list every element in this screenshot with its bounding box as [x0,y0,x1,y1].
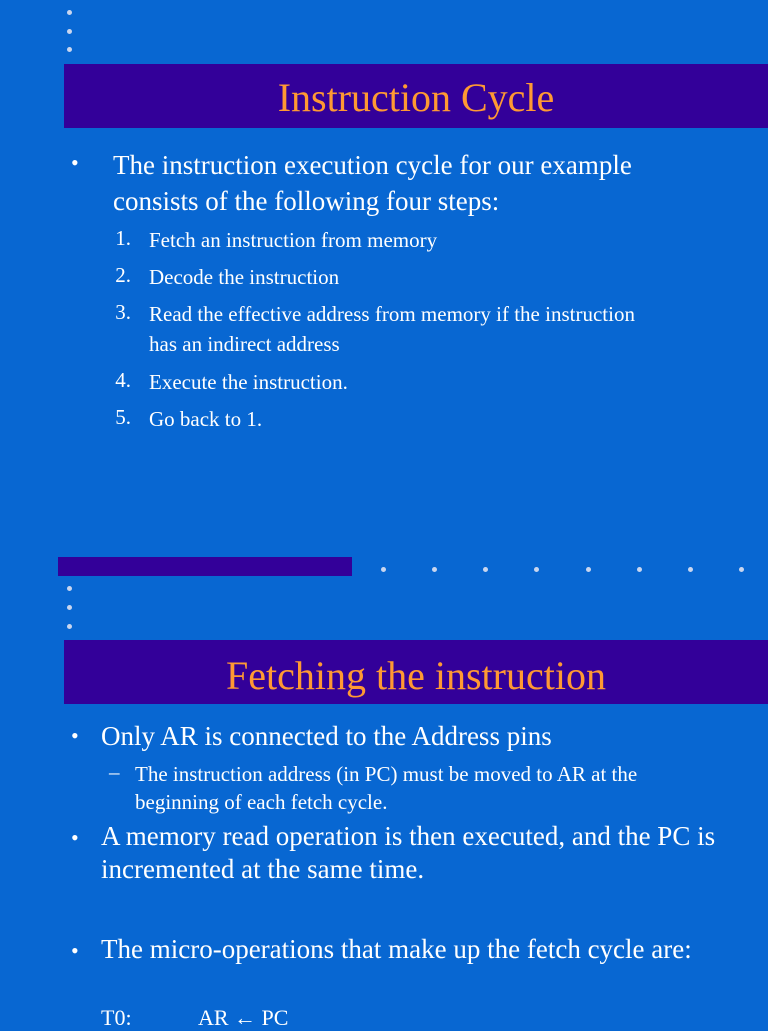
slide-divider-bar [58,557,352,576]
decor-dot [739,567,744,572]
slide2-bullet-text: A memory read operation is then executed, and the PC is incremented at the same time. [101,821,716,884]
step-number: 4. [115,368,131,392]
step-number: 5. [115,405,131,429]
decor-dot [688,567,693,572]
decor-dot [67,29,72,34]
decor-dot [586,567,591,572]
decor-dot [67,47,72,52]
slide2-sub-bullet-text: The instruction address (in PC) must be moved to AR at the beginning of each fetch cycle. [135,762,638,814]
step-text: Decode the instruction [149,265,340,289]
bullet-icon: • [71,938,79,963]
step-number: 1. [115,226,131,250]
micro-op-step: T0: [101,1005,132,1030]
bullet-icon: • [71,723,79,748]
decor-dot [432,567,437,572]
step-number: 2. [115,263,131,287]
decor-dot [67,10,72,15]
step-text: Go back to 1. [149,407,263,431]
micro-op-operation: AR ← PC [198,1005,289,1030]
step-number: 3. [115,300,131,324]
decor-dot [381,567,386,572]
decor-dot [67,586,72,591]
bullet-icon: • [71,825,79,850]
slide1-title: Instruction Cycle [277,75,555,120]
step-text: Read the effective address from memory if the instruction has an indirect address [149,302,635,356]
slide1-bullet-text: The instruction execution cycle for our example consists of the following four steps: [113,150,632,216]
decor-dot [483,567,488,572]
slide1-title-bar [64,64,768,128]
slide2-title-bar [64,640,768,704]
slide2-bullet-text: The micro-operations that make up the fetch cycle are: [101,934,692,964]
decor-dot [67,605,72,610]
decor-dot [534,567,539,572]
dash-icon: – [109,760,120,784]
step-text: Execute the instruction. [149,370,348,394]
bullet-icon: • [71,150,79,175]
slide2-title: Fetching the instruction [226,653,606,698]
decor-dot [637,567,642,572]
decor-dot [67,624,72,629]
slide2-bullet-text: Only AR is connected to the Address pins [101,721,552,751]
step-text: Fetch an instruction from memory [149,228,438,252]
